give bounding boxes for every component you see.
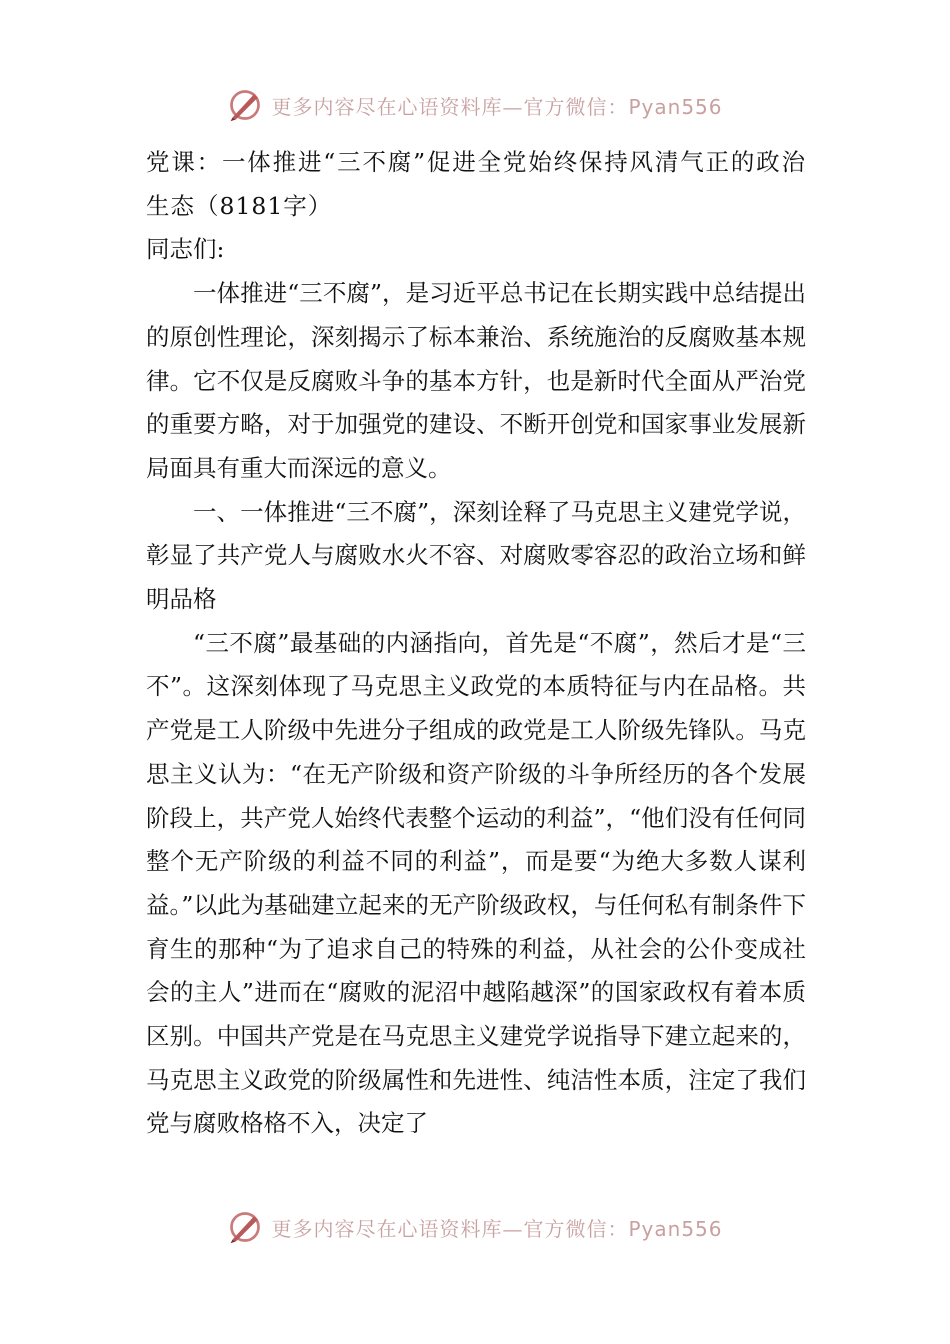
- header-watermark-banner: [0, 80, 950, 130]
- document-title: 党课：一体推进“三不腐”促进全党始终保持风清气正的政治生态（8181字）: [146, 148, 806, 220]
- pen-logo-icon: [227, 87, 263, 123]
- pen-logo-icon: [227, 1209, 263, 1245]
- salutation: 同志们:: [146, 235, 225, 264]
- footer-watermark-banner: [0, 1202, 950, 1252]
- document-body: [146, 141, 806, 1146]
- section-heading-1: 一、一体推进“三不腐”，深刻诠释了马克思主义建党学说，彰显了共产党人与腐败水火不容、对腐败零容忍的政治立场和鲜明品格: [146, 497, 806, 614]
- paragraph-body: “三不腐”最基础的内涵指向，首先是“不腐”，然后才是“三不”。这深刻体现了马克思主义政党的本质特征与内在品格。共产党是工人阶级中先进分子组成的政党是工人阶级先锋队。马克思主义认为：“在无产阶级和资产阶级的斗争所经历的各个发展阶段上，共产党人始终代表整个运动的利益”，“他们没有任何同整个无产阶级的利益不同的利益”，而是要“为绝大多数人谋利益。”以此为基础建立起来的无产阶级政权，与任何私有制条件下育生的那种“为了追求自己的特殊的利益，从社会的公仆变成社会的主人”进而在“腐败的泥沼中越陷越深”的国家政权有着本质区别。中国共产党是在马克思主义建党学说指导下建立起来的，马克思主义政党的阶级属性和先进性、纯洁性本质，注定了我们党与腐败格格不入，决定了: [146, 628, 806, 1138]
- banner-text: 更多内容尽在心语资料库—官方微信：Pyan556: [271, 94, 723, 119]
- banner-text: 更多内容尽在心语资料库—官方微信：Pyan556: [271, 1216, 723, 1241]
- paragraph-intro: 一体推进“三不腐”，是习近平总书记在长期实践中总结提出的原创性理论，深刻揭示了标本兼治、系统施治的反腐败基本规律。它不仅是反腐败斗争的基本方针，也是新时代全面从严治党的重要方略，对于加强党的建设、不断开创党和国家事业发展新局面具有重大而深远的意义。: [146, 279, 806, 482]
